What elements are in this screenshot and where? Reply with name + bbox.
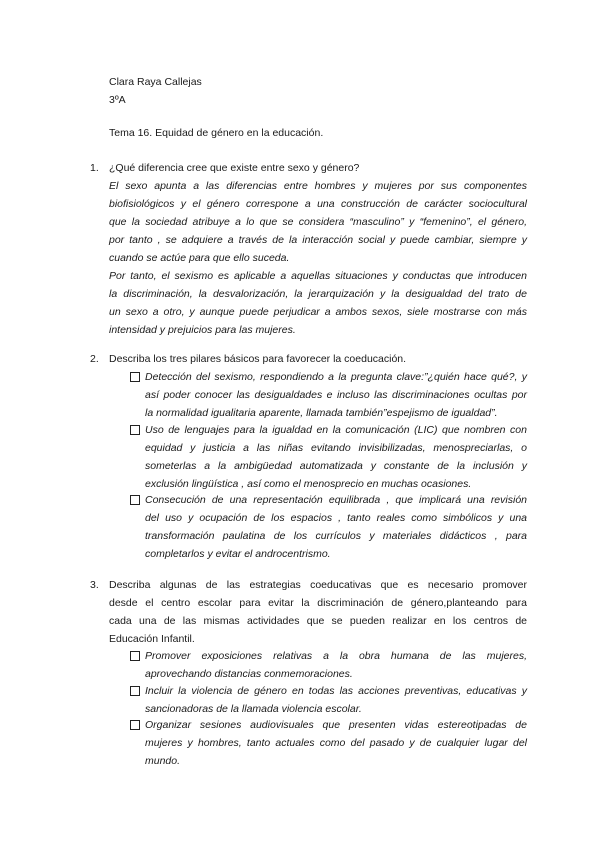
author-name: Clara Raya Callejas: [109, 76, 202, 88]
q3-question-line: Educación Infantil.: [109, 633, 195, 645]
q3-item-line: Organizar sesiones audiovisuales que presenten vidas estereotipadas de: [145, 719, 527, 731]
q2-item-line: la normalidad igualitaria aparente, llamada también”espejismo de igualdad”.: [145, 407, 498, 419]
topic-title: Tema 16. Equidad de género en la educación.: [109, 127, 324, 139]
q3-item-line: sancionadoras de la llamada violencia escolar.: [145, 703, 362, 715]
checkbox-icon: [130, 372, 140, 382]
q1-answer-line: que la sociedad atribuye a lo que se considera “masculino” y “femenino”, el género,: [109, 216, 527, 228]
q3-question-line: desde el centro escolar para evitar la discriminación de género,planteando para: [109, 597, 527, 609]
q2-item-line: completarlos y evitar el androcentrismo.: [145, 548, 331, 560]
q3-item-line: aprovechando distancias conmemoraciones.: [145, 668, 353, 680]
q2-item-line: someterlas a la ambigüedad automatizada y constante de la inclusión y: [145, 460, 527, 472]
q3-question-line: cada una de las mismas actividades que se pueden realizar en los centros de: [109, 615, 527, 627]
course-label: 3ºA: [109, 94, 126, 106]
q2-item-line: Consecución de una representación equilibrada , que implicará una revisión: [145, 494, 527, 506]
q1-answer-line: la discriminación, la desvalorización, la jerarquización y la desigualdad del trato de: [109, 288, 527, 300]
q3-item-line: mundo.: [145, 755, 181, 767]
q3-item-line: mujeres y hombres, tanto actuales como del pasado y de cualquier lugar del: [145, 737, 527, 749]
checkbox-icon: [130, 651, 140, 661]
q3-number: 3.: [90, 579, 99, 591]
q2-item-line: del uso y ocupación de los espacios , tanto reales como simbólicos y una: [145, 512, 527, 524]
q2-item-line: Detección del sexismo, respondiendo a la pregunta clave:”¿quién hace qué?, y: [145, 371, 527, 383]
q2-item-line: Uso de lenguajes para la igualdad en la comunicación (LIC) que nombren con: [145, 424, 527, 436]
q2-item-line: equidad y justicia a las niñas evitando invisibilizadas, menospreciarlas, o: [145, 442, 527, 454]
q2-item-line: así poder conocer las desigualdades e incluso las discriminaciones ocultas por: [145, 389, 527, 401]
q2-item-line: exclusión lingüística , así como el menosprecio en muchas ocasiones.: [145, 478, 472, 490]
q1-answer-line: El sexo apunta a las diferencias entre hombres y mujeres por sus componentes: [109, 180, 527, 192]
checkbox-icon: [130, 425, 140, 435]
checkbox-icon: [130, 720, 140, 730]
checkbox-icon: [130, 686, 140, 696]
q1-number: 1.: [90, 162, 99, 174]
q1-answer-line: un sexo a otro, y aunque puede perjudicar a ambos sexos, siele mostrarse con más: [109, 306, 527, 318]
q2-number: 2.: [90, 353, 99, 365]
q3-item-line: Promover exposiciones relativas a la obra humana de las mujeres,: [145, 650, 527, 662]
q2-item-line: transformación paulatina de los currículos y materiales didácticos , para: [145, 530, 527, 542]
q1-question: ¿Qué diferencia cree que existe entre sexo y género?: [109, 162, 360, 174]
q3-question-line: Describa algunas de las estrategias coeducativas que es necesario promover: [109, 579, 527, 591]
q1-answer-line: biofisiológicos y el género correspone a una construcción de carácter sociocultural: [109, 198, 527, 210]
q1-answer-line: por tanto , se adquiere a través de la interacción social y puede cambiar, siempre y: [109, 234, 527, 246]
q3-item-line: Incluir la violencia de género en todas las acciones preventivas, educativas y: [145, 685, 527, 697]
q1-answer-line: Por tanto, el sexismo es aplicable a aquellas situaciones y conductas que introducen: [109, 270, 527, 282]
q2-question: Describa los tres pilares básicos para favorecer la coeducación.: [109, 353, 407, 365]
q1-answer-line: cuando se actúe para que ello suceda.: [109, 252, 290, 264]
q1-answer-line: intensidad y prejuicios para las mujeres.: [109, 324, 296, 336]
checkbox-icon: [130, 495, 140, 505]
